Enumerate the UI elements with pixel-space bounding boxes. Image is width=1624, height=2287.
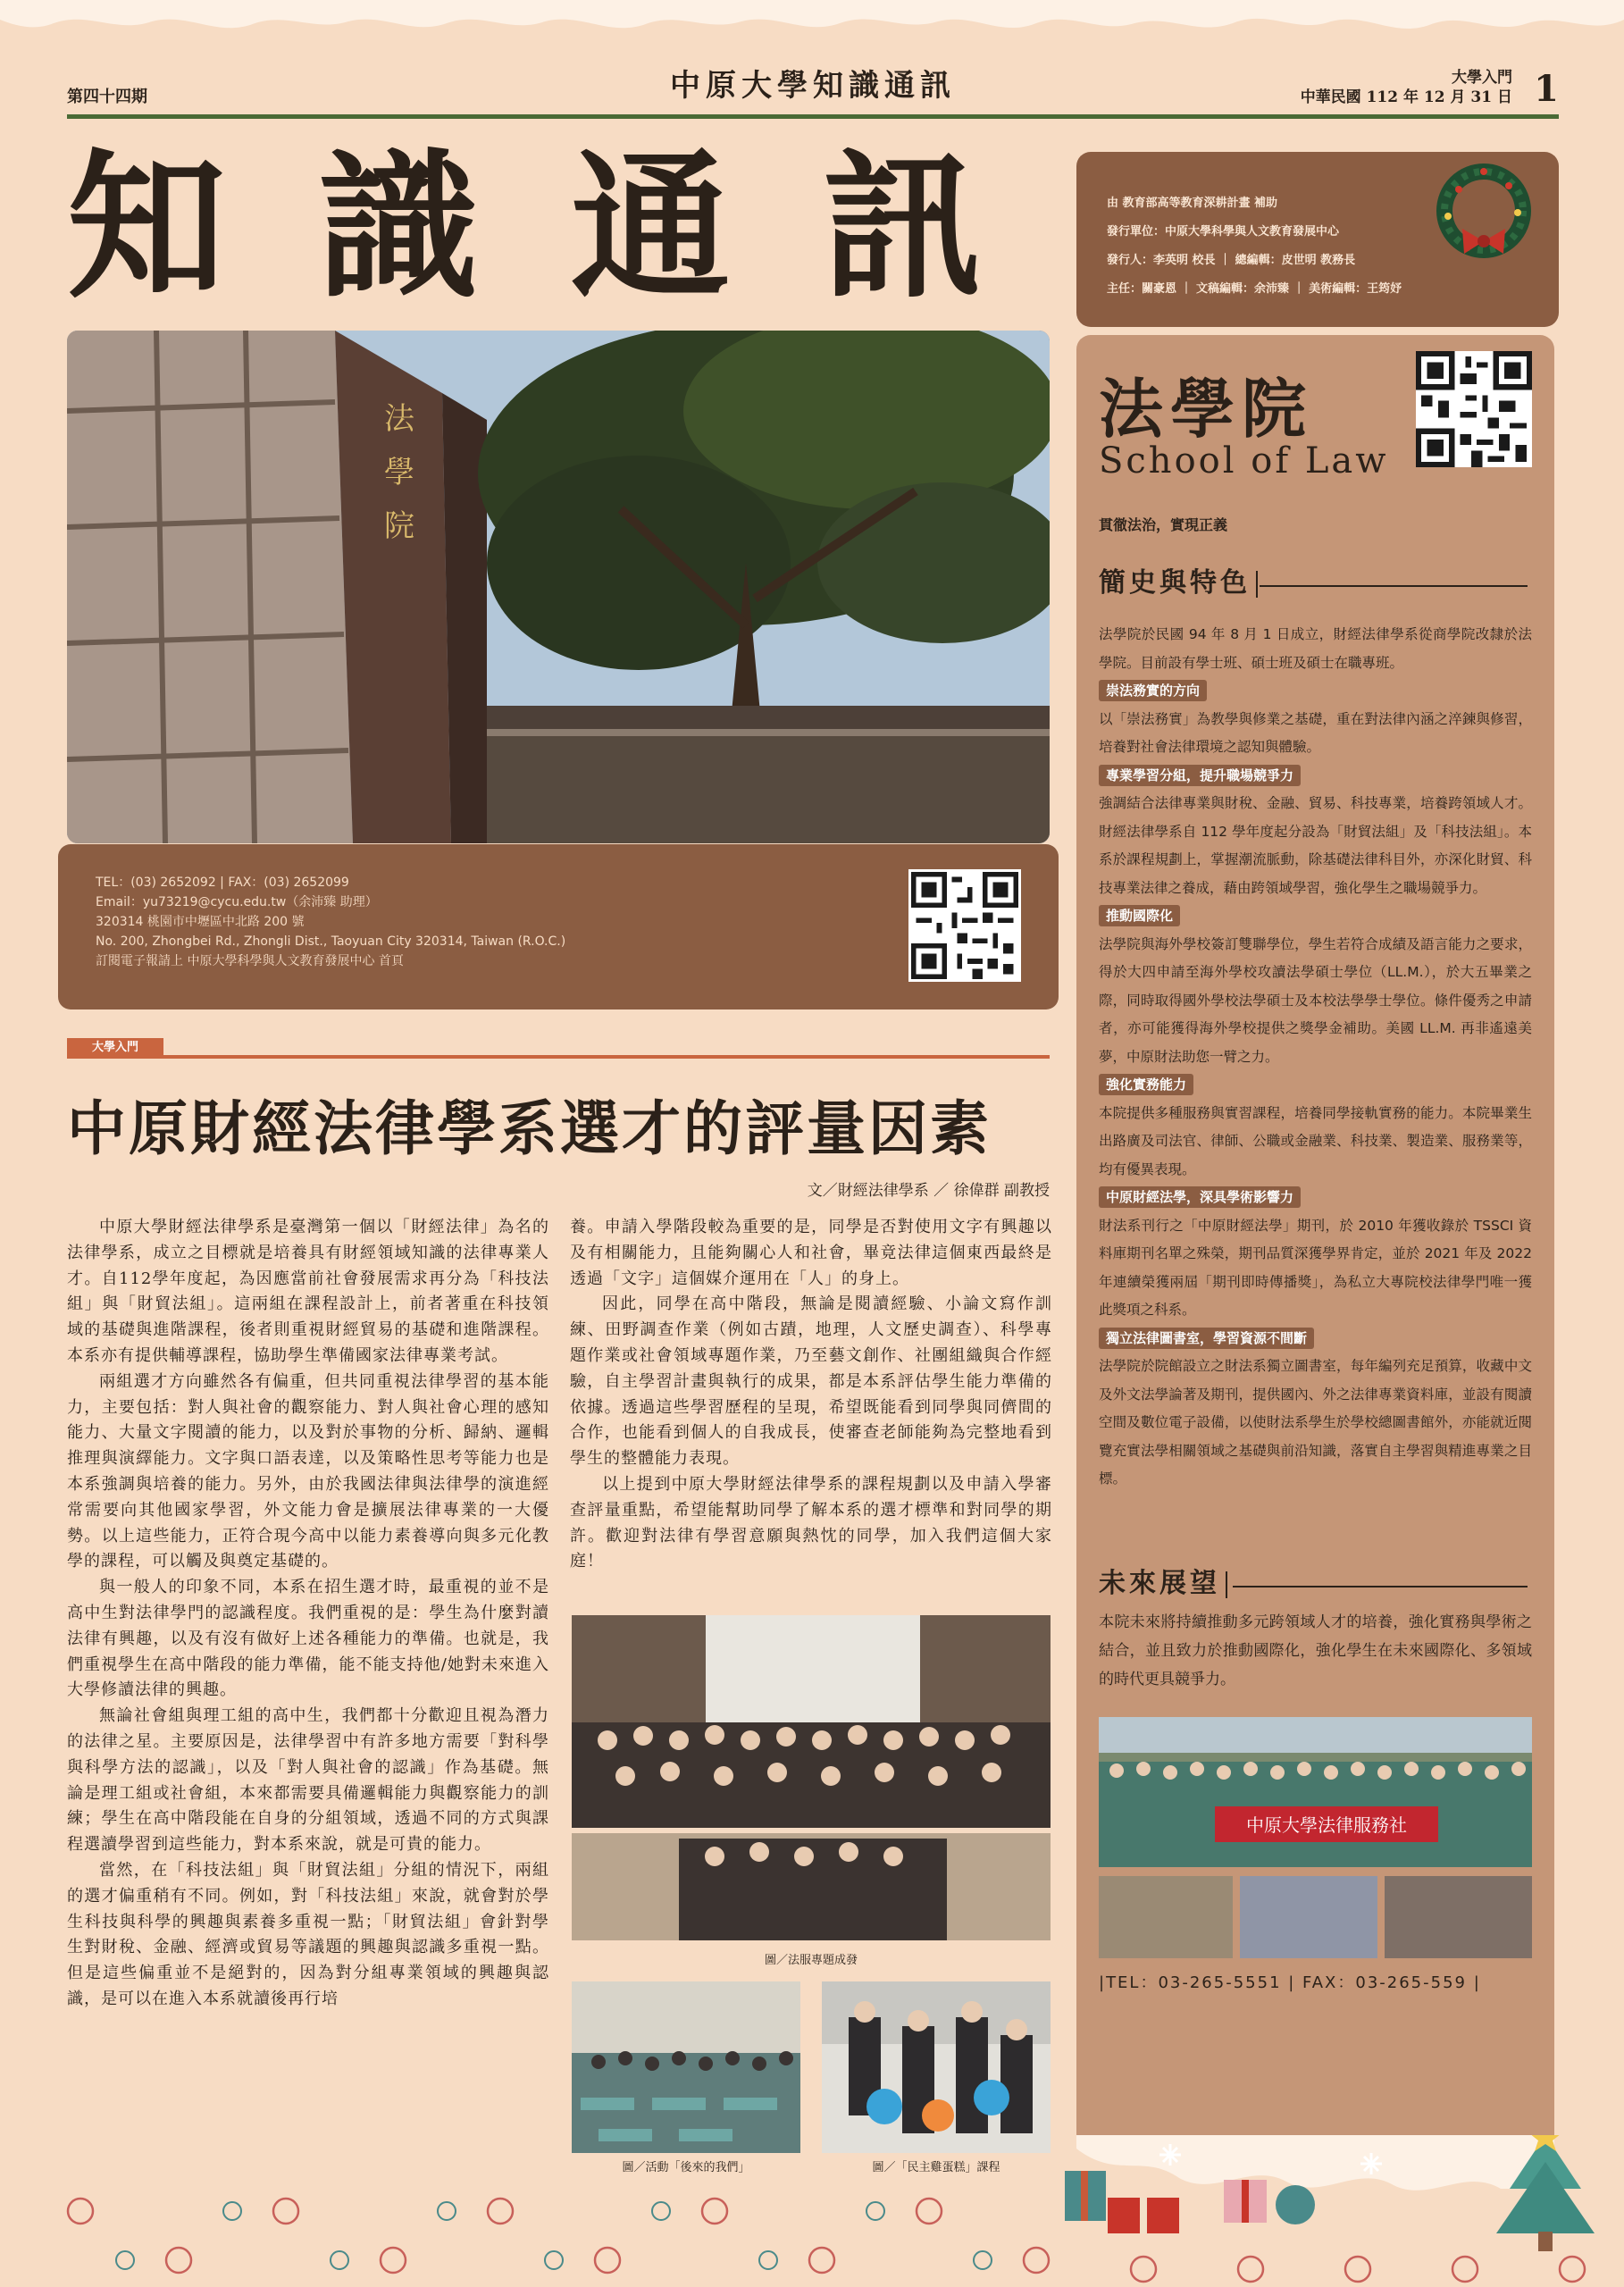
wreath-icon bbox=[1432, 159, 1536, 263]
lecture-photo bbox=[1240, 1876, 1377, 1958]
article-column-1 bbox=[67, 1215, 549, 2013]
figure-caption: 圖／活動「後來的我們」 bbox=[622, 2161, 750, 2174]
banner-text: 中原大學法律服務社 bbox=[1246, 1814, 1407, 1836]
header-rule bbox=[67, 114, 1559, 119]
credit-line: 由 教育部高等教育深耕計畫 補助 bbox=[1107, 197, 1278, 210]
contact-line: 320314 桃園市中壢區中北路 200 號 bbox=[96, 915, 305, 929]
issue-date: 中華民國 112 年 12 月 31 日 bbox=[1300, 88, 1512, 106]
contact-line: 訂閱電子報請上 中原大學科學與人文教育發展中心 首頁 bbox=[96, 954, 404, 968]
christmas-footer-decoration bbox=[0, 2135, 1624, 2287]
article-paragraph: 當然，在「科技法組」與「財貿法組」分組的情況下，兩組的選才偏重稍有不同。例如，對「科技法組」來說，就會對於學生科技與科學的興趣與素養多重視一點；「財貿法組」會針對學生對財稅、金融、經濟或貿易等議題的興趣與認識多重視一點。但是這些偏重並不是絕對的，因為對分組專業領域的興趣與認識，是可以在進入本系就讀後再行培 bbox=[67, 1860, 549, 2008]
library-photo bbox=[1099, 1876, 1233, 1958]
article-paragraph: 中原大學財經法律學系是臺灣第一個以「財經法律」為名的法律學系，成立之目標就是培養具有財經領域知識的法律專業人才。自112學年度起，為因應當前社會發展需求再分為「科技法組」與「財貿法組」。這兩組在課程設計上，前者著重在科技領域的基礎與進階課程，後者則重視財經貿易的基礎和進階課程。本系亦有提供輔導課程，協助學生準備國家法律專業考試。 bbox=[67, 1218, 549, 1365]
building-sign-char: 學 bbox=[384, 455, 414, 490]
feature-text: 財法系刊行之「中原財經法學」期刊，於 2010 年獲收錄於 TSSCI 資料庫期刊名單之殊榮，期刊品質深獲學界肯定，並於 2021 年及 2022 年連續榮獲兩屆「期刊即時傳播獎」，為私立大專院校法律學門唯一獲此獎項之科系。 bbox=[1099, 1217, 1532, 1318]
sidebar-motto: 貫徹法治，實現正義 bbox=[1099, 516, 1228, 533]
students-photo bbox=[822, 1981, 1051, 2153]
article-headline: 中原財經法律學系選才的評量因素 bbox=[67, 1093, 992, 1163]
top-wave-decoration bbox=[0, 0, 1624, 43]
qr-code-icon[interactable] bbox=[908, 869, 1021, 982]
group-photo bbox=[572, 1615, 1051, 1940]
feature-text: 強調結合法律專業與財稅、金融、貿易、科技專業，培養跨領域人才。財經法律學系自 112 學年度起分設為「財貿法組」及「科技法組」。本系於課程規劃上，掌握潮流脈動，除基礎法律科目外，亦深化財貿、科技專業法律之養成，藉由跨領域學習，強化學生之職場競爭力。 bbox=[1099, 795, 1532, 896]
feature-label: 強化實務能力 bbox=[1099, 1074, 1193, 1095]
qr-code-icon[interactable] bbox=[1416, 351, 1532, 467]
article-paragraph: 無論社會組與理工組的高中生，我們都十分歡迎且視為潛力的法律之星。主要原因是，法律學習中有許多地方需要「對科學與科學方法的認識」，以及「對人與社會的認識」作為基礎。無論是理工組或社會組，本來都需要具備邏輯能力與觀察能力的訓練；學生在高中階段能在自身的分組領域，透過不同的方式與課程選讀學習到這些能力，對本系來說，就是可貴的能力。 bbox=[67, 1706, 549, 1855]
article-paragraph: 與一般人的印象不同，本系在招生選才時，最重視的並不是高中生對法律學門的認識程度。我們重視的是：學生為什麼對讀法律有興趣，以及有沒有做好上述各種能力的準備。也就是，我們重視學生在高中階段的能力準備，能不能支持他/她對未來進入大學修讀法律的興趣。 bbox=[67, 1578, 549, 1700]
masthead-title: 知識通訊 bbox=[67, 133, 1075, 320]
classroom-photo bbox=[572, 1981, 800, 2153]
contact-line: TEL：(03) 2652092 | FAX：(03) 2652099 bbox=[96, 875, 349, 890]
article-byline: 文／財經法律學系 ／ 徐偉群 副教授 bbox=[807, 1182, 1050, 1200]
history-body bbox=[1099, 621, 1532, 1494]
sidebar-title: 法學院 bbox=[1099, 371, 1314, 447]
building-sign-char: 法 bbox=[384, 401, 414, 437]
feature-label: 獨立法律圖書室，學習資源不間斷 bbox=[1099, 1328, 1314, 1349]
feature-label: 崇法務實的方向 bbox=[1099, 680, 1207, 701]
figure-caption: 圖／法服專題成發 bbox=[764, 1954, 858, 1967]
article-paragraph: 因此，同學在高中階段，無論是閱讀經驗、小論文寫作訓練、田野調查作業（例如古蹟，地理，人文歷史調查）、科學專題作業或社會領域專題作業，乃至藝文創作、社團組織與合作經驗，自主學習計畫與執行的成果，都是本系評估學生能力準備的依據。透過這些學習歷程的呈現，希望既能看到同學與同儕間的合作，也能看到個人的自我成長，使審查老師能夠為完整地看到學生的整體能力表現。 bbox=[570, 1294, 1052, 1469]
feature-text: 法學院與海外學校簽訂雙聯學位，學生若符合成績及語言能力之要求，得於大四申請至海外學校攻讀法學碩士學位（LL.M.），於大五畢業之際，同時取得國外學校法學碩士及本校法學學士學位。條件優秀之申請者，亦可能獲得海外學校提供之獎學金補助。美國 LL.M. 再非遙遠美夢，中原財法助您一臂之力。 bbox=[1099, 935, 1532, 1065]
paper-title: 中原大學知識通訊 bbox=[670, 68, 956, 104]
sidebar-contact: |TEL：03-265-5551 | FAX：03-265-559 | bbox=[1099, 1973, 1481, 1992]
feature-text: 法學院於院館設立之財法系獨立圖書室，每年編列充足預算，收藏中文及外文法學論著及期刊，提供國內、外之法律專業資料庫，並設有閱讀空間及數位電子設備，以使財法系學生於學校總圖書館外，亦能就近閱覽充實法學相關領域之基礎與前沿知識，落實自主學習與精進專業之目標。 bbox=[1099, 1358, 1532, 1487]
building-sign-char: 院 bbox=[384, 508, 414, 544]
feature-text: 本院提供多種服務與實習課程，培養同學接軌實務的能力。本院畢業生出路廣及司法官、律師、公職或金融業、科技業、製造業、服務業等，均有優異表現。 bbox=[1099, 1104, 1532, 1177]
contact-line: No. 200, Zhongbei Rd., Zhongli Dist., Taoyuan City 320314, Taiwan (R.O.C.) bbox=[96, 934, 566, 949]
article-category-tag: 大學入門 bbox=[67, 1038, 163, 1058]
article-column-2 bbox=[570, 1215, 1052, 1575]
page-header bbox=[67, 61, 1559, 114]
article-rule bbox=[67, 1055, 1050, 1059]
history-heading-text: 簡史與特色 bbox=[1099, 567, 1251, 599]
page-number: 1 bbox=[1534, 68, 1559, 110]
feature-label: 專業學習分組，提升職場競爭力 bbox=[1099, 765, 1301, 786]
law-building-photo bbox=[67, 331, 1050, 843]
future-heading bbox=[1099, 1561, 1227, 1600]
seminar-photo bbox=[1385, 1876, 1532, 1958]
section-label: 大學入門 bbox=[1452, 69, 1512, 87]
school-of-law-sidebar bbox=[1076, 335, 1554, 2149]
figure-caption: 圖／「民主雞蛋糕」課程 bbox=[872, 2161, 1000, 2174]
contact-box bbox=[58, 844, 1059, 1009]
feature-label: 中原財經法學，深具學術影響力 bbox=[1099, 1186, 1301, 1208]
credit-line: 主任：關豪恩 ｜ 文稿編輯：余沛臻 ｜ 美術編輯：王筠妤 bbox=[1107, 282, 1402, 296]
article-paragraph: 以上提到中原大學財經法律學系的課程規劃以及申請入學審查評量重點，希望能幫助同學了解本系的選才標準和對同學的期許。歡迎對法律有學習意願與熱忱的同學，加入我們這個大家庭！ bbox=[570, 1474, 1052, 1571]
future-text: 本院未來將持續推動多元跨領域人才的培養，強化實務與學術之結合，並且致力於推動國際化，強化學生在未來國際化、多領域的時代更具競爭力。 bbox=[1099, 1613, 1532, 1688]
law-service-club-photo bbox=[1099, 1717, 1532, 1867]
history-intro: 法學院於民國 94 年 8 月 1 日成立，財經法律學系從商學院改隸於法學院。目前設有學士班、碩士班及碩士在職專班。 bbox=[1099, 626, 1532, 671]
snowflake-border bbox=[116, 2202, 992, 2269]
heading-rule bbox=[1233, 1586, 1528, 1587]
feature-label: 推動國際化 bbox=[1099, 905, 1180, 926]
sidebar-subtitle: School of Law bbox=[1099, 440, 1389, 482]
history-heading bbox=[1099, 560, 1258, 599]
issue-number: 第四十四期 bbox=[67, 88, 147, 106]
credits-box bbox=[1076, 152, 1559, 327]
contact-line: Email：yu73219@cycu.edu.tw（余沛臻 助理） bbox=[96, 895, 378, 909]
future-heading-text: 未來展望 bbox=[1099, 1568, 1220, 1599]
article-paragraph: 養。申請入學階段較為重要的是，同學是否對使用文字有興趣以及有相關能力，且能夠關心人和社會，畢竟法律這個東西最終是透過「文字」這個媒介運用在「人」的身上。 bbox=[570, 1218, 1052, 1288]
credit-line: 發行人：李英明 校長 ｜ 總編輯：皮世明 教務長 bbox=[1107, 254, 1356, 267]
snowflake-border bbox=[68, 2199, 1585, 2282]
feature-text: 以「崇法務實」為教學與修業之基礎，重在對法律內涵之淬鍊與修習，培養對社會法律環境之認知與體驗。 bbox=[1099, 710, 1532, 755]
heading-rule bbox=[1260, 585, 1528, 587]
article-paragraph: 兩組選才方向雖然各有偏重，但共同重視法律學習的基本能力，主要包括：對人與社會的觀察能力、對人與社會心理的感知能力、大量文字閱讀的能力，以及對於事物的分析、歸納、邏輯推理與演繹能力。文字與口語表達，以及策略性思考等能力也是本系強調與培養的能力。另外，由於我國法律與法律學的演進經常需要向其他國家學習，外文能力會是擴展法律專業的一大優勢。以上這些能力，正符合現今高中以能力素養導向與多元化教學的課程，可以觸及與奠定基礎的。 bbox=[67, 1371, 549, 1571]
credit-line: 發行單位：中原大學科學與人文教育發展中心 bbox=[1107, 225, 1340, 239]
